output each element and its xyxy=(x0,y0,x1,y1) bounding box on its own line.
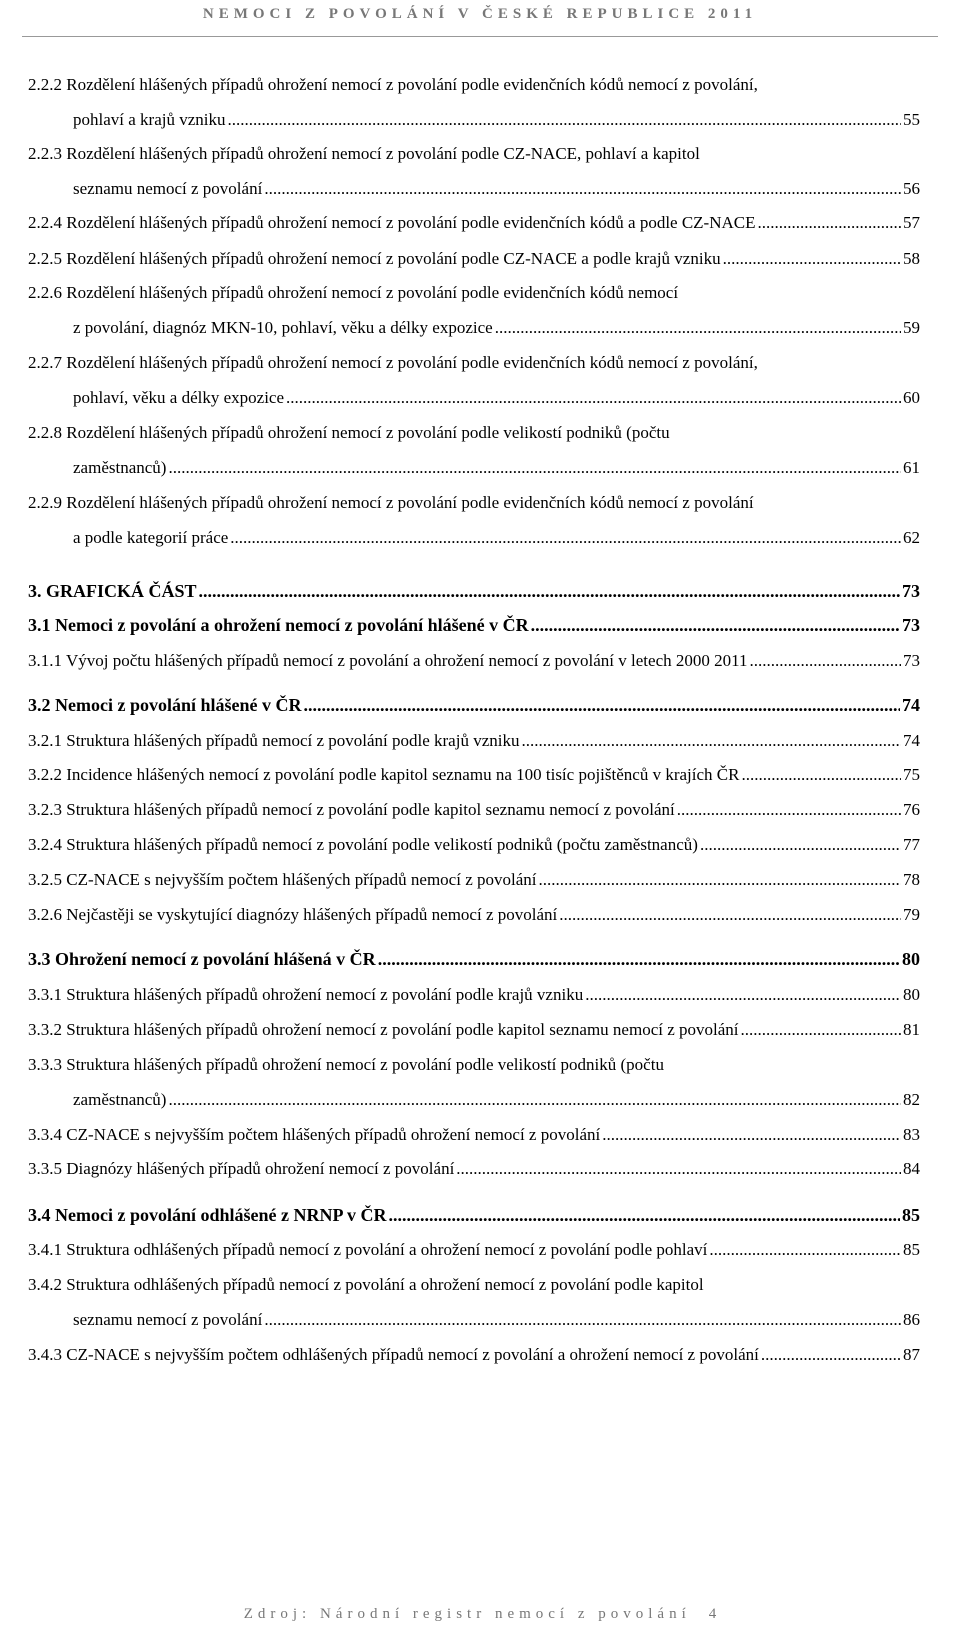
toc-page-number: 56 xyxy=(903,179,920,198)
toc-entry-text: pohlaví, věku a délky expozice xyxy=(73,388,285,407)
dot-leader xyxy=(677,799,901,821)
toc-entry-text: seznamu nemocí z povolání xyxy=(73,179,263,198)
toc-entry-title[interactable]: 3.4.2 Struktura odhlášených případů nemocí z povolání a ohrožení nemocí z povolání podle kapitol xyxy=(28,1275,704,1294)
toc-entry-text: 3.4.1 Struktura odhlášených případů nemocí z povolání a ohrožení nemocí z povolání podle pohlaví xyxy=(28,1240,708,1259)
toc-entry[interactable] xyxy=(28,984,920,1006)
dot-leader xyxy=(286,387,901,409)
toc-entry-text: zaměstnanců) xyxy=(73,458,167,477)
toc-entry[interactable] xyxy=(28,1344,920,1366)
toc-page-number: 74 xyxy=(903,731,920,750)
toc-entry-title[interactable]: 2.2.8 Rozdělení hlášených případů ohrožení nemocí z povolání podle velikostí podniků (počtu xyxy=(28,423,670,442)
toc-page-number: 76 xyxy=(903,800,920,819)
toc-entry[interactable] xyxy=(28,614,920,636)
toc-entry-text: a podle kategorií práce xyxy=(73,528,229,547)
toc-entry-title[interactable]: 2.2.3 Rozdělení hlášených případů ohrožení nemocí z povolání podle CZ-NACE, pohlaví a kapitol xyxy=(28,144,700,163)
toc-entry-text: 3.2.3 Struktura hlášených případů nemocí z povolání podle kapitol seznamu nemocí z povolání xyxy=(28,800,675,819)
toc-entry[interactable] xyxy=(28,580,920,602)
toc-entry[interactable] xyxy=(73,317,920,339)
toc-entry[interactable] xyxy=(28,834,920,856)
running-footer xyxy=(0,1606,960,1623)
toc-entry[interactable] xyxy=(73,387,920,409)
dot-leader xyxy=(741,764,901,786)
toc-entry-text: 3.2.2 Incidence hlášených nemocí z povolání podle kapitol seznamu na 100 tisíc pojištěnců v krajích ČR xyxy=(28,765,740,784)
toc-entry-title[interactable]: 3.3.3 Struktura hlášených případů ohrožení nemocí z povolání podle velikostí podniků (počtu xyxy=(28,1055,664,1074)
toc-entry[interactable] xyxy=(28,650,920,672)
toc-page-number: 61 xyxy=(903,458,920,477)
toc-page-number: 78 xyxy=(903,870,920,889)
toc-page-number: 74 xyxy=(902,695,920,715)
dot-leader xyxy=(741,1019,901,1041)
dot-leader xyxy=(700,834,901,856)
toc-entry-text: 3.2.1 Struktura hlášených případů nemocí z povolání podle krajů vzniku xyxy=(28,731,520,750)
toc-entry[interactable] xyxy=(28,799,920,821)
toc-entry-text: 3.3.5 Diagnózy hlášených případů ohrožení nemocí z povolání xyxy=(28,1159,455,1178)
toc-entry[interactable] xyxy=(28,1239,920,1261)
toc-entry[interactable] xyxy=(28,1124,920,1146)
toc-entry[interactable] xyxy=(28,764,920,786)
toc-entry[interactable] xyxy=(28,1019,920,1041)
toc-entry-text: z povolání, diagnóz MKN-10, pohlaví, věku a délky expozice xyxy=(73,318,493,337)
toc-page-number: 73 xyxy=(902,615,920,635)
toc-entry-text: 3.1 Nemoci z povolání a ohrožení nemocí z povolání hlášené v ČR xyxy=(28,615,529,635)
toc-page-number: 57 xyxy=(903,213,920,232)
dot-leader xyxy=(709,1239,901,1261)
toc-entry-title[interactable]: 2.2.7 Rozdělení hlášených případů ohrožení nemocí z povolání podle evidenčních kódů nemocí z povolání, xyxy=(28,353,758,372)
toc-entry-title[interactable]: 2.2.9 Rozdělení hlášených případů ohrožení nemocí z povolání podle evidenčních kódů nemocí z povolání xyxy=(28,493,754,512)
dot-leader xyxy=(758,212,902,234)
toc-page-number: 58 xyxy=(903,249,920,268)
toc-entry-text: seznamu nemocí z povolání xyxy=(73,1310,263,1329)
footer-source: Zdroj: Národní registr nemocí z povolání xyxy=(243,1606,691,1622)
toc-page-number: 60 xyxy=(903,388,920,407)
toc-entry[interactable] xyxy=(28,1204,920,1226)
toc-page-number: 85 xyxy=(903,1240,920,1259)
dot-leader xyxy=(264,1309,901,1331)
dot-leader xyxy=(168,1089,901,1111)
dot-leader xyxy=(723,248,901,270)
toc-entry[interactable] xyxy=(73,178,920,200)
dot-leader xyxy=(602,1124,901,1146)
dot-leader xyxy=(228,109,902,131)
toc-entry-text: 3.3 Ohrožení nemocí z povolání hlášená v ČR xyxy=(28,949,376,969)
toc-entry[interactable] xyxy=(28,248,920,270)
dot-leader xyxy=(456,1158,901,1180)
toc-entry[interactable] xyxy=(28,948,920,970)
dot-leader xyxy=(264,178,901,200)
toc-page-number: 83 xyxy=(903,1125,920,1144)
dot-leader xyxy=(389,1204,901,1226)
toc-page-number: 80 xyxy=(902,949,920,969)
toc-page-number: 81 xyxy=(903,1020,920,1039)
dot-leader xyxy=(495,317,901,339)
toc-entry[interactable] xyxy=(28,212,920,234)
toc-page-number: 75 xyxy=(903,765,920,784)
toc-entry[interactable] xyxy=(28,869,920,891)
toc-page-number: 55 xyxy=(903,110,920,129)
toc-page-number: 84 xyxy=(903,1159,920,1178)
dot-leader xyxy=(761,1344,901,1366)
toc-entry-text: 3.1.1 Vývoj počtu hlášených případů nemocí z povolání a ohrožení nemocí z povolání v letech 2000 2011 xyxy=(28,651,748,670)
toc-page-number: 77 xyxy=(903,835,920,854)
dot-leader xyxy=(750,650,902,672)
toc-entry[interactable] xyxy=(73,1309,920,1331)
toc-page-number: 73 xyxy=(903,651,920,670)
dot-leader xyxy=(378,948,900,970)
toc-entry-title[interactable]: 2.2.2 Rozdělení hlášených případů ohrožení nemocí z povolání podle evidenčních kódů nemocí z povolání, xyxy=(28,75,758,94)
dot-leader xyxy=(585,984,901,1006)
dot-leader xyxy=(521,730,901,752)
toc-entry-text: 3. GRAFICKÁ ČÁST xyxy=(28,581,197,601)
toc-entry[interactable] xyxy=(73,527,920,549)
toc-entry-text: 2.2.4 Rozdělení hlášených případů ohrožení nemocí z povolání podle evidenčních kódů a podle CZ-NACE xyxy=(28,213,756,232)
toc-page-number: 82 xyxy=(903,1090,920,1109)
toc-entry-text: 3.2.6 Nejčastěji se vyskytující diagnózy hlášených případů nemocí z povolání xyxy=(28,905,558,924)
toc-entry[interactable] xyxy=(73,109,920,131)
page-number: 4 xyxy=(708,1606,717,1622)
toc-page-number: 80 xyxy=(903,985,920,1004)
toc-entry-text: 3.4 Nemoci z povolání odhlášené z NRNP v ČR xyxy=(28,1205,387,1225)
toc-page-number: 87 xyxy=(903,1345,920,1364)
dot-leader xyxy=(539,869,902,891)
toc-entry[interactable] xyxy=(28,904,920,926)
toc-entry-text: zaměstnanců) xyxy=(73,1090,167,1109)
running-header: NEMOCI Z POVOLÁNÍ V ČESKÉ REPUBLICE 2011 xyxy=(202,6,758,22)
toc-entry-text: 3.3.1 Struktura hlášených případů ohrožení nemocí z povolání podle krajů vzniku xyxy=(28,985,584,1004)
dot-leader xyxy=(168,457,901,479)
dot-leader xyxy=(199,580,900,602)
toc-page-number: 73 xyxy=(902,581,920,601)
dot-leader xyxy=(230,527,901,549)
dot-leader xyxy=(304,694,901,716)
toc-entry-text: 3.3.4 CZ-NACE s nejvyšším počtem hlášených případů ohrožení nemocí z povolání xyxy=(28,1125,601,1144)
toc-entry[interactable] xyxy=(73,1089,920,1111)
toc-entry[interactable] xyxy=(28,730,920,752)
toc-page-number: 85 xyxy=(902,1205,920,1225)
toc-entry-text: 2.2.5 Rozdělení hlášených případů ohrožení nemocí z povolání podle CZ-NACE a podle krajů vzniku xyxy=(28,249,721,268)
toc-page-number: 86 xyxy=(903,1310,920,1329)
toc-entry[interactable] xyxy=(28,694,920,716)
dot-leader xyxy=(531,614,900,636)
toc-entry-title[interactable]: 2.2.6 Rozdělení hlášených případů ohrožení nemocí z povolání podle evidenčních kódů nemocí xyxy=(28,283,679,302)
toc-entry-text: 3.2.5 CZ-NACE s nejvyšším počtem hlášených případů nemocí z povolání xyxy=(28,870,537,889)
toc-entry-text: 3.4.3 CZ-NACE s nejvyšším počtem odhlášených případů nemocí z povolání a ohrožení nemocí z povolání xyxy=(28,1345,759,1364)
toc-page-number: 79 xyxy=(903,905,920,924)
toc-entry-text: 3.3.2 Struktura hlášených případů ohrožení nemocí z povolání podle kapitol seznamu nemocí z povolání xyxy=(28,1020,739,1039)
toc-entry-text: pohlaví a krajů vzniku xyxy=(73,110,226,129)
toc-entry-text: 3.2.4 Struktura hlášených případů nemocí z povolání podle velikostí podniků (počtu zaměstnanců) xyxy=(28,835,698,854)
toc-entry[interactable] xyxy=(73,457,920,479)
toc-page-number: 59 xyxy=(903,318,920,337)
toc-entry-text: 3.2 Nemoci z povolání hlášené v ČR xyxy=(28,695,302,715)
toc-page-number: 62 xyxy=(903,528,920,547)
dot-leader xyxy=(559,904,901,926)
toc-entry[interactable] xyxy=(28,1158,920,1180)
